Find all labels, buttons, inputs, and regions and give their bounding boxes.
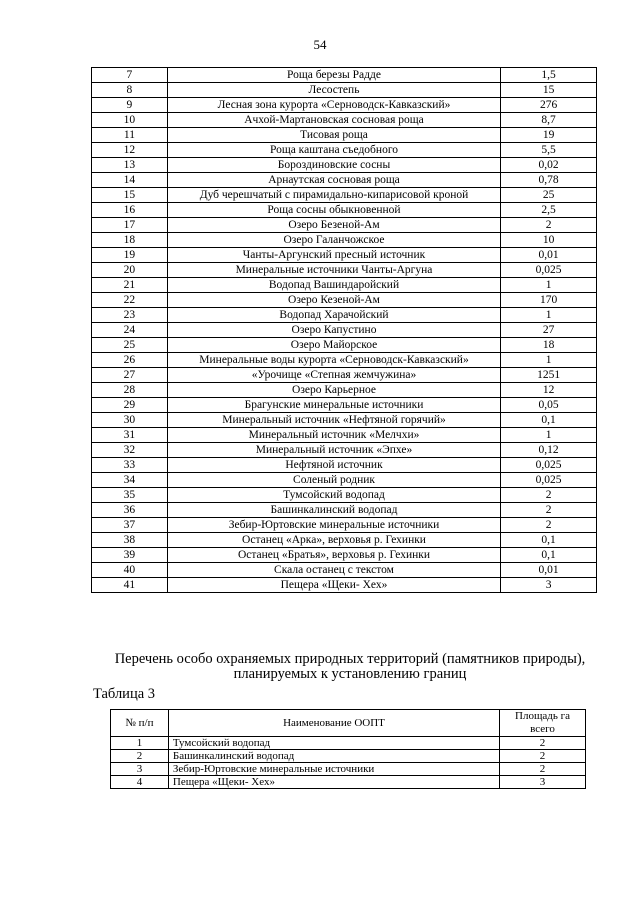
table-row xyxy=(92,98,597,113)
row-number: 29 xyxy=(92,398,168,413)
row-name: Чанты-Аргунский пресный источник xyxy=(167,248,500,263)
row-name: Водопад Харачойский xyxy=(167,308,500,323)
row-area: 0,025 xyxy=(501,458,597,473)
row-area: 5,5 xyxy=(501,143,597,158)
row-name: Соленый родник xyxy=(167,473,500,488)
table-row xyxy=(92,428,597,443)
row-number: 28 xyxy=(92,383,168,398)
row-number: 31 xyxy=(92,428,168,443)
row-number: 34 xyxy=(92,473,168,488)
row-number: 21 xyxy=(92,278,168,293)
row-name: «Урочище «Степная жемчужина» xyxy=(167,368,500,383)
row-number: 2 xyxy=(111,750,169,763)
row-name: Дуб черешчатый с пирамидально-кипарисовой кроной xyxy=(167,188,500,203)
table-row xyxy=(92,203,597,218)
row-name: Роща каштана съедобного xyxy=(167,143,500,158)
row-number: 20 xyxy=(92,263,168,278)
row-area: 1 xyxy=(501,428,597,443)
row-number: 19 xyxy=(92,248,168,263)
row-number: 11 xyxy=(92,128,168,143)
row-name: Останец «Братья», верховья р. Гехинки xyxy=(167,548,500,563)
row-area: 0,78 xyxy=(501,173,597,188)
table-row xyxy=(92,173,597,188)
row-name: Башинкалинский водопад xyxy=(167,503,500,518)
table-row xyxy=(92,248,597,263)
table-row xyxy=(92,323,597,338)
row-area: 1,5 xyxy=(501,68,597,83)
row-number: 17 xyxy=(92,218,168,233)
row-area: 15 xyxy=(501,83,597,98)
table-row xyxy=(92,218,597,233)
row-number: 40 xyxy=(92,563,168,578)
row-name: Останец «Арка», верховья р. Гехинки xyxy=(167,533,500,548)
row-name: Озеро Галанчожское xyxy=(167,233,500,248)
planned-areas-table-body xyxy=(111,737,586,789)
table-row xyxy=(92,413,597,428)
row-name: Озеро Безеной-Ам xyxy=(167,218,500,233)
table-row xyxy=(92,458,597,473)
row-name: Нефтяной источник xyxy=(167,458,500,473)
row-name: Озеро Капустино xyxy=(167,323,500,338)
row-area: 1 xyxy=(501,278,597,293)
row-number: 4 xyxy=(111,776,169,789)
table-row xyxy=(92,278,597,293)
row-name: Бороздиновские сосны xyxy=(167,158,500,173)
row-name: Водопад Вашиндаройский xyxy=(167,278,500,293)
row-number: 27 xyxy=(92,368,168,383)
table-row xyxy=(92,338,597,353)
row-number: 9 xyxy=(92,98,168,113)
row-number: 23 xyxy=(92,308,168,323)
row-name: Ачхой-Мартановская сосновая роща xyxy=(167,113,500,128)
row-number: 13 xyxy=(92,158,168,173)
table-row xyxy=(92,263,597,278)
row-name: Зебир-Юртовские минеральные источники xyxy=(168,763,499,776)
table-row xyxy=(92,353,597,368)
header-num: № п/п xyxy=(111,710,169,737)
row-number: 39 xyxy=(92,548,168,563)
row-number: 15 xyxy=(92,188,168,203)
row-number: 8 xyxy=(92,83,168,98)
protected-areas-table-body xyxy=(92,68,597,593)
table-3-label: Таблица 3 xyxy=(93,686,156,702)
table-row xyxy=(92,128,597,143)
row-number: 38 xyxy=(92,533,168,548)
row-number: 35 xyxy=(92,488,168,503)
header-area xyxy=(500,710,586,737)
row-name: Пещера «Щеки- Хех» xyxy=(168,776,499,789)
row-name: Тумсойский водопад xyxy=(167,488,500,503)
table-row xyxy=(92,293,597,308)
row-area: 25 xyxy=(501,188,597,203)
table-row xyxy=(92,188,597,203)
row-number: 14 xyxy=(92,173,168,188)
row-name: Озеро Карьерное xyxy=(167,383,500,398)
row-area: 0,12 xyxy=(501,443,597,458)
row-number: 12 xyxy=(92,143,168,158)
planned-areas-table xyxy=(110,709,586,789)
table-row xyxy=(92,473,597,488)
table-header-row xyxy=(111,710,586,737)
table-row xyxy=(92,578,597,593)
row-number: 37 xyxy=(92,518,168,533)
row-number: 41 xyxy=(92,578,168,593)
table-row xyxy=(92,68,597,83)
row-area: 2 xyxy=(501,218,597,233)
row-area: 2,5 xyxy=(501,203,597,218)
table-row xyxy=(92,548,597,563)
row-name: Минеральный источник «Мелчхи» xyxy=(167,428,500,443)
row-area: 27 xyxy=(501,323,597,338)
row-number: 32 xyxy=(92,443,168,458)
table-row xyxy=(92,113,597,128)
table-row xyxy=(92,518,597,533)
row-area: 0,1 xyxy=(501,548,597,563)
table-row xyxy=(92,83,597,98)
table-row xyxy=(92,233,597,248)
row-area: 0,01 xyxy=(501,563,597,578)
row-name: Минеральный источник «Эпхе» xyxy=(167,443,500,458)
row-name: Минеральные воды курорта «Серноводск-Кавказский» xyxy=(167,353,500,368)
section-title-line-1: Перечень особо охраняемых природных территорий (памятников природы), xyxy=(114,651,586,667)
table-row xyxy=(92,368,597,383)
table-row xyxy=(111,776,586,789)
row-name: Лесная зона курорта «Серноводск-Кавказский» xyxy=(167,98,500,113)
row-number: 36 xyxy=(92,503,168,518)
row-number: 25 xyxy=(92,338,168,353)
row-number: 18 xyxy=(92,233,168,248)
table-row xyxy=(92,308,597,323)
row-area: 170 xyxy=(501,293,597,308)
row-number: 10 xyxy=(92,113,168,128)
row-area: 1251 xyxy=(501,368,597,383)
row-area: 0,01 xyxy=(501,248,597,263)
row-name: Минеральный источник «Нефтяной горячий» xyxy=(167,413,500,428)
table-row xyxy=(92,443,597,458)
table-row xyxy=(92,398,597,413)
row-name: Арнаутская сосновая роща xyxy=(167,173,500,188)
row-number: 3 xyxy=(111,763,169,776)
row-number: 26 xyxy=(92,353,168,368)
row-name: Лесостепь xyxy=(167,83,500,98)
row-area: 3 xyxy=(500,776,586,789)
row-area: 8,7 xyxy=(501,113,597,128)
row-name: Брагунские минеральные источники xyxy=(167,398,500,413)
table-row xyxy=(111,763,586,776)
row-area: 18 xyxy=(501,338,597,353)
row-number: 30 xyxy=(92,413,168,428)
row-name: Тисовая роща xyxy=(167,128,500,143)
header-name: Наименование ООПТ xyxy=(168,710,499,737)
row-area: 0,02 xyxy=(501,158,597,173)
row-name: Пещера «Щеки- Хех» xyxy=(167,578,500,593)
row-area: 0,1 xyxy=(501,533,597,548)
row-number: 24 xyxy=(92,323,168,338)
row-number: 22 xyxy=(92,293,168,308)
row-area: 0,05 xyxy=(501,398,597,413)
section-title-line-2: планируемых к установлению границ xyxy=(233,666,467,682)
row-area: 12 xyxy=(501,383,597,398)
row-number: 33 xyxy=(92,458,168,473)
row-name: Скала останец с текстом xyxy=(167,563,500,578)
table-row xyxy=(92,563,597,578)
header-area-line-1: Площадь га xyxy=(515,710,571,722)
row-number: 16 xyxy=(92,203,168,218)
row-area: 2 xyxy=(501,503,597,518)
table-row xyxy=(92,533,597,548)
row-name: Тумсойский водопад xyxy=(168,737,499,750)
row-area: 10 xyxy=(501,233,597,248)
row-area: 1 xyxy=(501,308,597,323)
section-title xyxy=(90,652,610,682)
row-name: Озеро Кезеной-Ам xyxy=(167,293,500,308)
row-area: 0,025 xyxy=(501,473,597,488)
row-area: 3 xyxy=(501,578,597,593)
row-number: 7 xyxy=(92,68,168,83)
row-area: 2 xyxy=(500,750,586,763)
table-row xyxy=(92,158,597,173)
row-area: 19 xyxy=(501,128,597,143)
table-row xyxy=(92,503,597,518)
page-number: 54 xyxy=(313,37,327,52)
row-area: 2 xyxy=(501,488,597,503)
row-area: 2 xyxy=(500,763,586,776)
header-area-line-2: всего xyxy=(530,723,555,735)
table-row xyxy=(111,750,586,763)
protected-areas-table xyxy=(91,67,597,593)
table-row xyxy=(92,383,597,398)
table-row xyxy=(92,143,597,158)
table-row xyxy=(92,488,597,503)
table-row xyxy=(111,737,586,750)
row-area: 0,1 xyxy=(501,413,597,428)
row-name: Роща березы Радде xyxy=(167,68,500,83)
row-area: 276 xyxy=(501,98,597,113)
row-area: 0,025 xyxy=(501,263,597,278)
row-area: 1 xyxy=(501,353,597,368)
row-name: Минеральные источники Чанты-Аргуна xyxy=(167,263,500,278)
row-area: 2 xyxy=(500,737,586,750)
row-name: Озеро Майорское xyxy=(167,338,500,353)
row-name: Зебир-Юртовские минеральные источники xyxy=(167,518,500,533)
row-name: Роща сосны обыкновенной xyxy=(167,203,500,218)
row-number: 1 xyxy=(111,737,169,750)
row-name: Башинкалинский водопад xyxy=(168,750,499,763)
row-area: 2 xyxy=(501,518,597,533)
